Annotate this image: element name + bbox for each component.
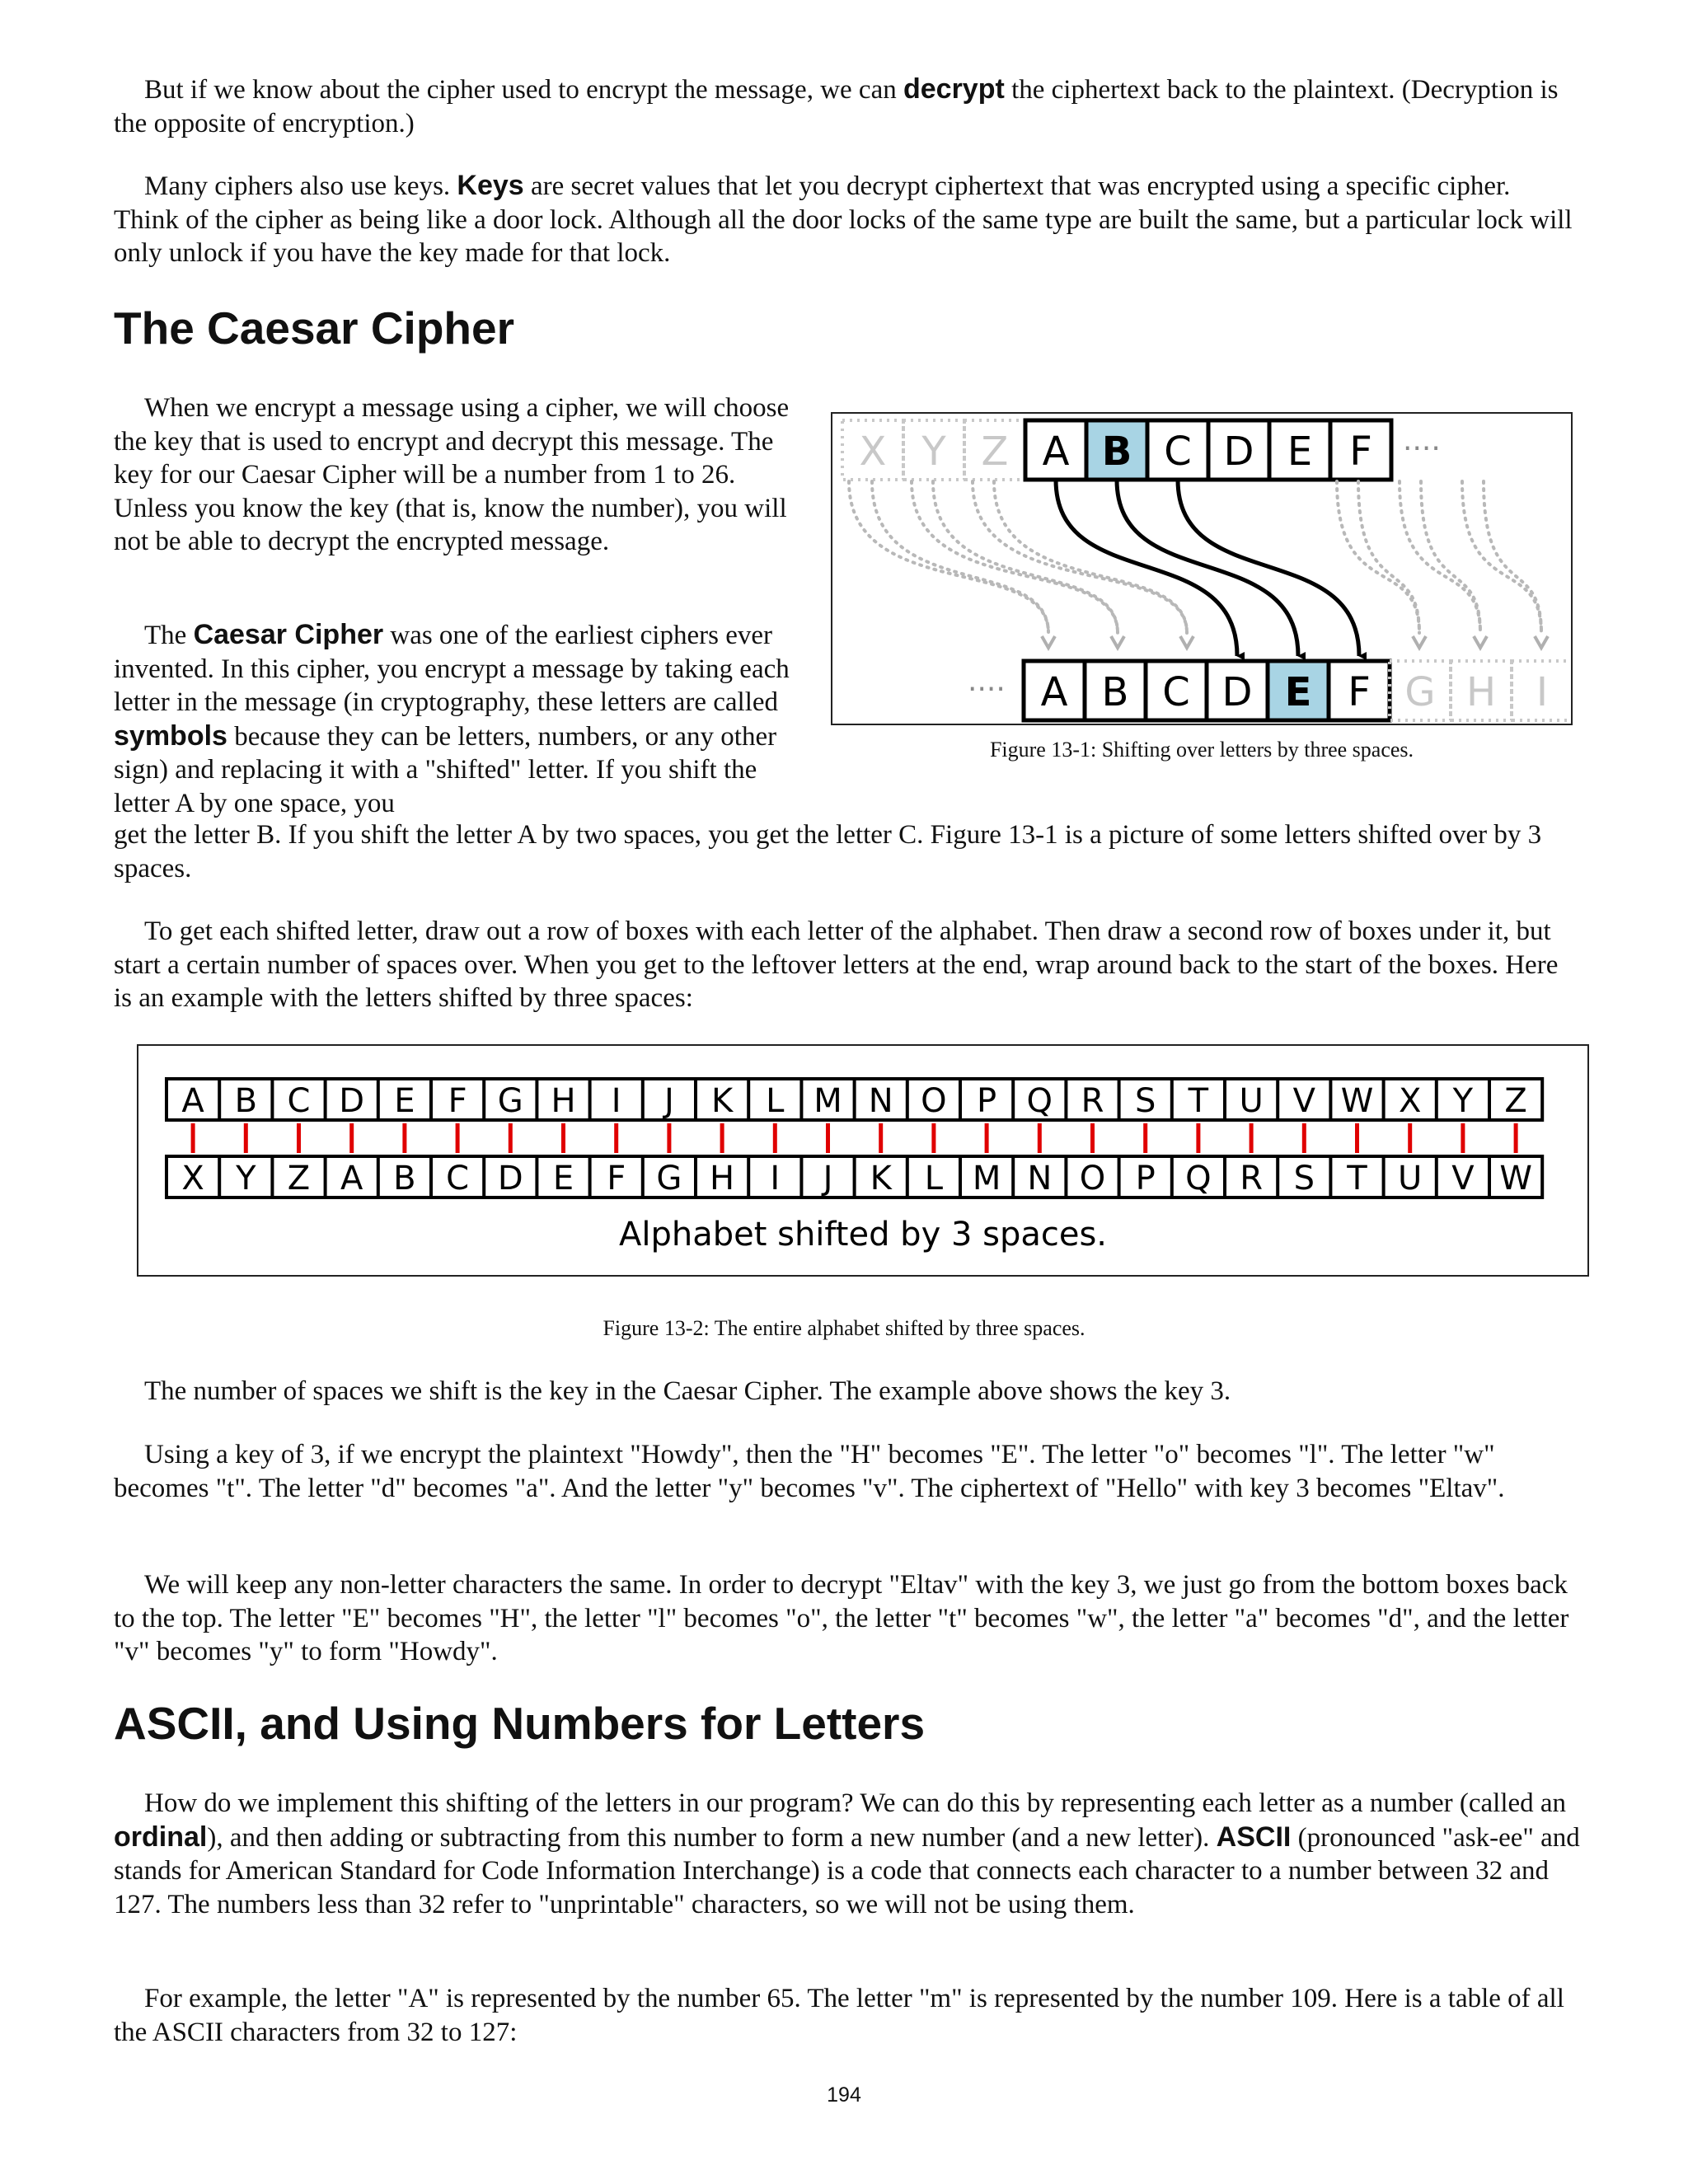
paragraph-caesar-cipher xyxy=(114,618,814,820)
figure-2-caption: Figure 13-2: The entire alphabet shifted by three spaces. xyxy=(603,1316,1085,1340)
top-letter: V xyxy=(1292,1082,1315,1120)
bottom-letter: P xyxy=(1135,1160,1156,1197)
bottom-letter: H xyxy=(710,1160,735,1197)
letter: B xyxy=(1101,429,1132,475)
letter: D xyxy=(1223,429,1254,475)
keyword-symbols: symbols xyxy=(114,719,227,752)
text: are secret values that let you decrypt ciphertext that was encrypted using a specific cipher. Think of the cipher as being like a door lock. Although all the door locks of the same type are built the same, but a particular lock will only unlock if you have the key made for that lock. xyxy=(114,171,1573,268)
bottom-letter: J xyxy=(823,1160,833,1197)
bottom-letter: Y xyxy=(236,1160,256,1197)
bottom-letter: S xyxy=(1293,1160,1315,1197)
top-letter: Y xyxy=(1452,1082,1474,1120)
top-letter: T xyxy=(1188,1082,1209,1120)
top-letter: S xyxy=(1135,1082,1156,1120)
bottom-letter: W xyxy=(1499,1160,1532,1197)
dotted-arrow xyxy=(1400,481,1480,633)
figure-2-label: Alphabet shifted by 3 spaces. xyxy=(618,1216,1108,1254)
letter: E xyxy=(1287,429,1313,475)
top-letter: I xyxy=(611,1082,621,1120)
text: (pronounced "ask-ee" and stands for American Standard for Code Information Interchange) is a code that connects each character to a number between 32 and 127. The numbers less than 32 refer to "unprintable" characters, so we will not be using them. xyxy=(114,1822,1580,1919)
dotted-arrow xyxy=(994,481,1187,633)
shift-diagram xyxy=(832,414,1571,724)
text: because they can be letters, numbers, or any other sign) and replacing it with a "shifted" letter. If you shift the letter A by one space, you xyxy=(114,721,777,818)
keyword-keys: Keys xyxy=(457,170,524,201)
keyword-ordinal: ordinal xyxy=(114,1821,208,1853)
alphabet-shift-diagram xyxy=(138,1046,1587,1275)
paragraph-ascii xyxy=(114,1787,1581,1921)
dotted-arrow xyxy=(849,481,1048,633)
dotted-arrow xyxy=(1462,481,1541,633)
top-letter: X xyxy=(1398,1082,1422,1120)
letter: F xyxy=(1349,429,1372,475)
bottom-letter: U xyxy=(1398,1160,1423,1197)
dotted-arrowhead xyxy=(1474,636,1487,648)
letter: F xyxy=(1348,669,1371,715)
top-letter: M xyxy=(814,1082,842,1120)
bottom-letter: Q xyxy=(1185,1160,1212,1197)
text: was one of the earliest ciphers ever invented. In this cipher, you encrypt a message by taking each letter in the message (in cryptography, these letters are called xyxy=(114,621,790,717)
dotted-arrowhead xyxy=(1535,636,1548,648)
top-letter: Z xyxy=(1504,1082,1527,1120)
faded-letter: X xyxy=(859,429,887,475)
faded-letter: I xyxy=(1536,669,1549,715)
dotted-arrow xyxy=(1421,481,1480,633)
top-letter: U xyxy=(1239,1082,1264,1120)
bottom-letter: T xyxy=(1347,1160,1367,1197)
top-letter: A xyxy=(181,1082,204,1120)
dotted-arrowhead xyxy=(1180,636,1193,648)
bottom-letter: K xyxy=(870,1160,892,1197)
bottom-letter: X xyxy=(181,1160,204,1197)
paragraph-howdy-encrypt: Using a key of 3, if we encrypt the plaintext "Howdy", then the "H" becomes "E". The letter "o" becomes "l". The letter "w" becomes "t". The letter "d" becomes "a". And the letter "y" becomes "v". The ciphertext of "Hello" with key 3 becomes "Eltav". xyxy=(114,1440,1505,1503)
bottom-letter: M xyxy=(972,1160,1001,1197)
bottom-letter: F xyxy=(607,1160,626,1197)
bottom-letter: N xyxy=(1027,1160,1053,1197)
top-letter: Q xyxy=(1026,1082,1053,1120)
top-letter: J xyxy=(664,1082,674,1120)
keyword-ascii: ASCII xyxy=(1216,1821,1292,1853)
bottom-letter: R xyxy=(1240,1160,1263,1197)
faded-letter: G xyxy=(1404,669,1436,715)
paragraph-howdy-decrypt: We will keep any non-letter characters the same. In order to decrypt "Eltav" with the key 3, we just go from the bottom boxes back to the top. The letter "E" becomes "H", the letter "l" becomes "o", the letter "t" becomes "w", the letter "a" becomes "d", and the letter "v" becomes "y" to form "Howdy". xyxy=(114,1570,1569,1666)
top-letter: B xyxy=(234,1082,258,1120)
text: the ciphertext back to the plaintext. (Decryption is the opposite of encryption.) xyxy=(114,75,1559,138)
dotted-arrowhead xyxy=(1042,636,1055,648)
figure-shift-three xyxy=(831,412,1573,725)
top-letter: N xyxy=(868,1082,893,1120)
heading-caesar-cipher: The Caesar Cipher xyxy=(114,302,515,354)
dotted-arrow xyxy=(973,481,1187,633)
solid-arrows xyxy=(1056,480,1359,656)
dotted-arrowhead xyxy=(1111,636,1124,648)
dotted-arrows-right xyxy=(1337,481,1548,648)
paragraph-ascii-example: For example, the letter "A" is represented by the number 65. The letter "m" is represented by the number 109. Here is a table of all the ASCII characters from 32 to 127: xyxy=(114,1984,1564,2047)
top-letter: F xyxy=(448,1082,467,1120)
letter: B xyxy=(1101,669,1129,715)
bottom-letter: L xyxy=(924,1160,944,1197)
text: But if we know about the cipher used to encrypt the message, we can xyxy=(144,75,903,105)
bottom-letter: V xyxy=(1451,1160,1475,1197)
top-letter: R xyxy=(1081,1082,1104,1120)
dotted-arrow xyxy=(1337,481,1419,633)
bottom-letter: A xyxy=(340,1160,363,1197)
keyword-decrypt: decrypt xyxy=(903,73,1005,105)
top-letter: L xyxy=(766,1082,785,1120)
letter: C xyxy=(1162,669,1190,715)
page-number: 194 xyxy=(827,2083,861,2107)
dotted-arrow xyxy=(912,481,1118,633)
bottom-letter: E xyxy=(552,1160,574,1197)
text: Many ciphers also use keys. xyxy=(144,171,457,201)
dotted-arrowhead xyxy=(1413,636,1426,648)
top-letter: H xyxy=(551,1082,576,1120)
faded-letter: Z xyxy=(981,429,1009,475)
letter: A xyxy=(1040,669,1068,715)
heading-ascii: ASCII, and Using Numbers for Letters xyxy=(114,1698,926,1749)
bottom-letter: I xyxy=(770,1160,781,1197)
top-letter: P xyxy=(977,1082,997,1120)
bottom-letter: O xyxy=(1079,1160,1106,1197)
paragraph-shift-continued: get the letter B. If you shift the letter A by two spaces, you get the letter C. Figure 13-1 is a picture of some letters shifted over by 3 spaces. xyxy=(114,820,1542,883)
bottom-letter: B xyxy=(393,1160,416,1197)
top-letter: D xyxy=(339,1082,365,1120)
text: How do we implement this shifting of the letters in our program? We can do this by representing each letter as a number (called an xyxy=(144,1788,1567,1818)
paragraph-keys xyxy=(114,169,1581,270)
text: ), and then adding or subtracting from this number to form a new number (and a new letter). xyxy=(207,1822,1217,1853)
paragraph-key-intro: When we encrypt a message using a cipher, we will choose the key that is used to encrypt and decrypt this message. The key for our Caesar Cipher will be a number from 1 to 26. Unless you know the key (that is, know the number), you will not be able to decrypt the encrypted message. xyxy=(114,393,790,556)
bottom-letter: Z xyxy=(287,1160,311,1197)
paragraph-boxes: To get each shifted letter, draw out a row of boxes with each letter of the alphabet. Then draw a second row of boxes under it, but start a certain number of spaces over. When you get to the leftover letters at the end, wrap around back to the start of the boxes. Here is an example with the letters shifted by three spaces: xyxy=(114,916,1559,1013)
paragraph-key-explained: The number of spaces we shift is the key in the Caesar Cipher. The example above shows the key 3. xyxy=(144,1376,1231,1406)
letter: D xyxy=(1221,669,1253,715)
letter: A xyxy=(1042,429,1070,475)
bottom-letter: D xyxy=(497,1160,523,1197)
top-letter: G xyxy=(497,1082,523,1120)
figure-1-caption: Figure 13-1: Shifting over letters by three spaces. xyxy=(989,738,1414,762)
top-letter: C xyxy=(287,1082,311,1120)
figure-alphabet-shifted xyxy=(137,1044,1589,1277)
keyword-caesar-cipher: Caesar Cipher xyxy=(193,619,384,650)
top-letter: K xyxy=(710,1082,734,1120)
paragraph-decrypt xyxy=(114,73,1581,140)
faded-letter: Y xyxy=(921,429,946,475)
bottom-letter: G xyxy=(656,1160,682,1197)
dotted-arrow xyxy=(1484,481,1541,633)
ellipsis: ···· xyxy=(1403,432,1441,466)
letter: E xyxy=(1284,669,1312,715)
top-letter: O xyxy=(921,1082,947,1120)
dotted-arrow xyxy=(1358,481,1419,633)
bottom-letter: C xyxy=(446,1160,470,1197)
letter: C xyxy=(1164,429,1192,475)
text: The xyxy=(144,621,194,650)
top-letter: E xyxy=(394,1082,415,1120)
ellipsis: ···· xyxy=(968,673,1006,706)
faded-letter: H xyxy=(1465,669,1497,715)
top-letter: W xyxy=(1340,1082,1374,1120)
